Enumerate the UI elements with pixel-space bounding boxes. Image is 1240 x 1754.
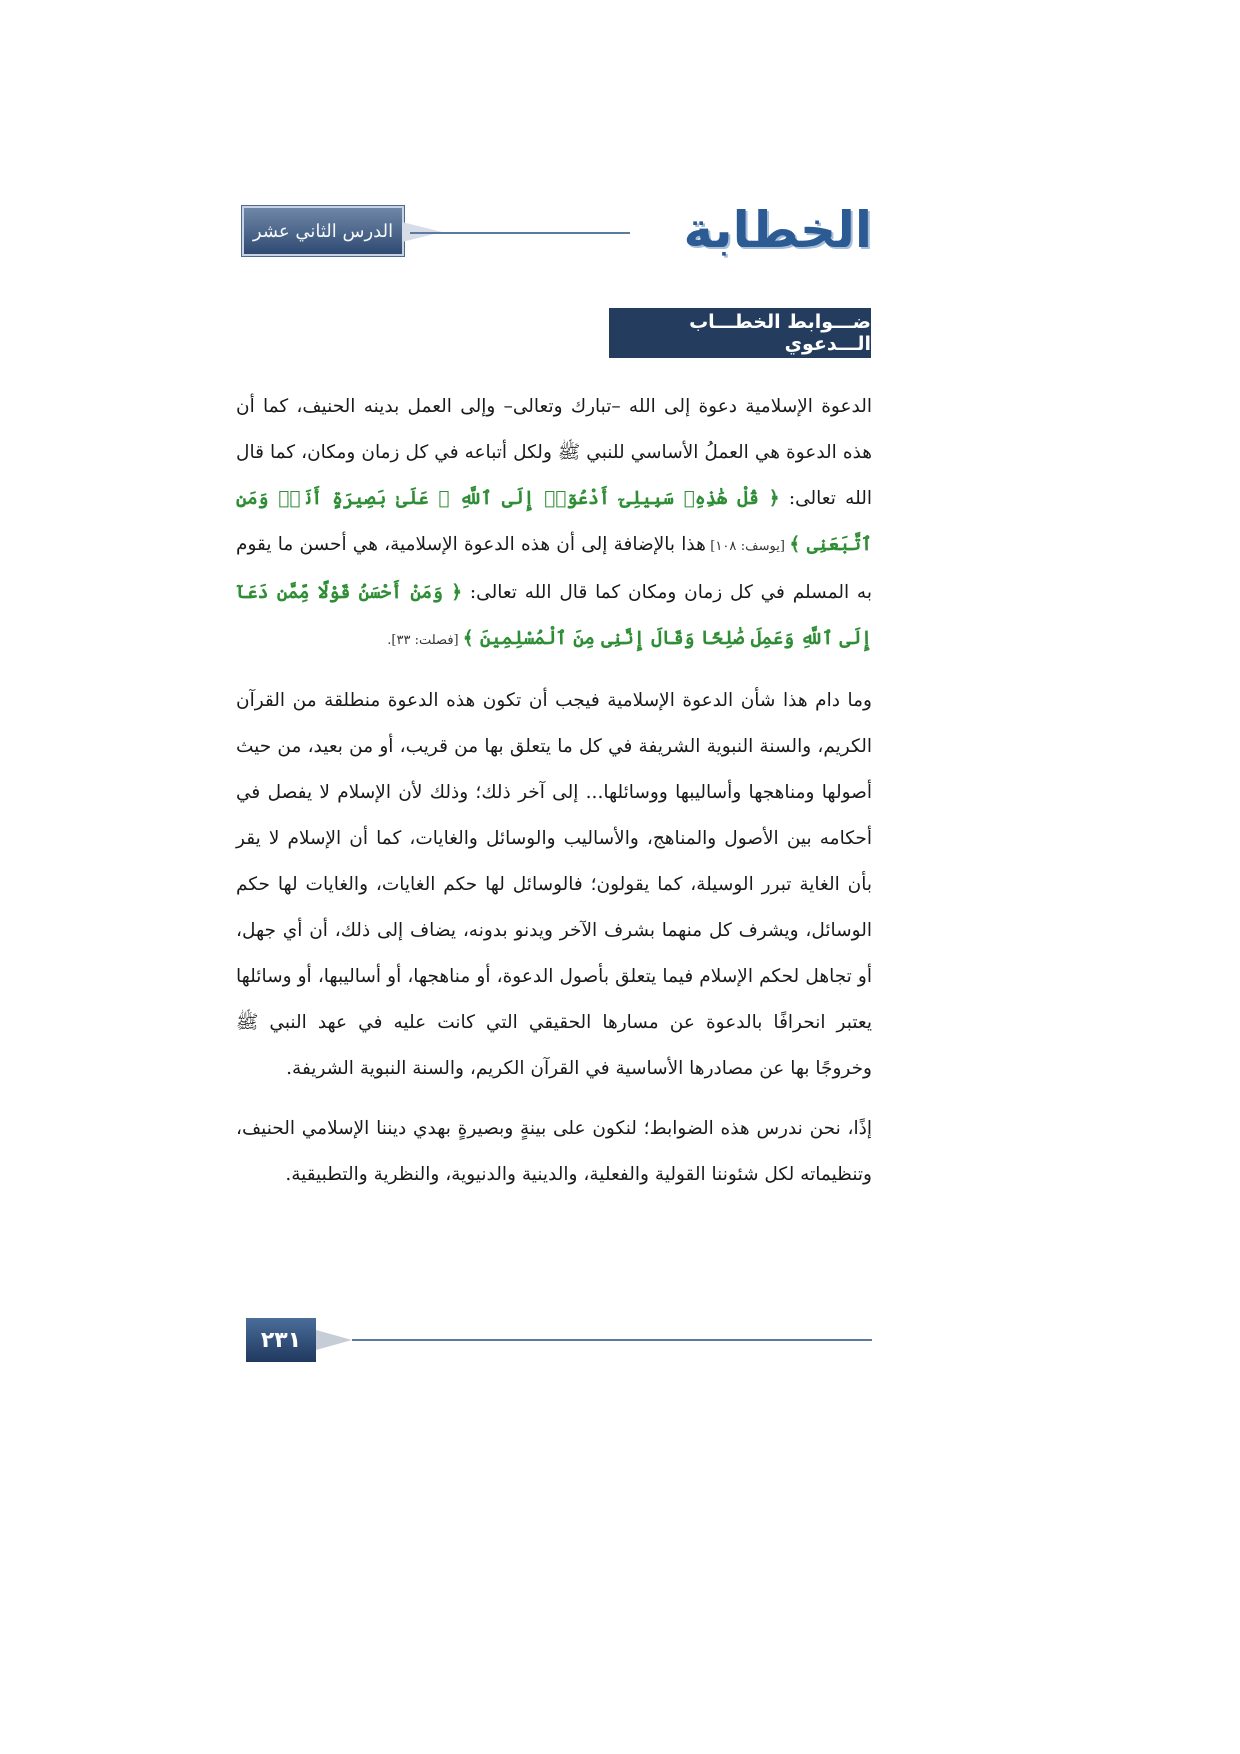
- verse-reference-fussilat: [فصلت: ٣٣].: [387, 633, 463, 648]
- footer-rule: [352, 1339, 872, 1341]
- paragraph-3: إذًا، نحن ندرس هذه الضوابط؛ لنكون على بينةٍ وبصيرةٍ بهدي ديننا الإسلامي الحنيف، وتنظيماته لكل شئوننا القولية والفعلية، والدينية والدنيوية، والنظرية والتطبيقية.: [236, 1118, 872, 1185]
- paragraph-1: [236, 384, 872, 664]
- quran-verse-yusuf: ﴿ قُلْ هَٰذِهِۦ سَبِيلِىٓ أَدْعُوٓا۟ إِلَى ٱللَّهِ ۚ عَلَىٰ بَصِيرَةٍ أَنَا۠ وَمَنِ ٱتَّبَعَنِى ﴾: [236, 488, 872, 555]
- verse-reference-yusuf: [يوسف: ١٠٨]: [705, 539, 790, 554]
- paragraph-2: وما دام هذا شأن الدعوة الإسلامية فيجب أن تكون هذه الدعوة منطلقة من القرآن الكريم، والسنة النبوية الشريفة في كل ما يتعلق بها من قريب، أو من بعيد، من حيث أصولها ومناهجها وأساليبها ووسائلها... إلى آخر ذلك؛ وذلك لأن الإسلام لا يفصل في أحكامه بين الأصول والمناهج، والأساليب والوسائل والغايات، كما أن الإسلام لا يقر بأن الغاية تبرر الوسيلة، كما يقولون؛ فالوسائل لها حكم الغايات، والغايات لها حكم الوسائل، ويشرف كل منهما بشرف الآخر ويدنو بدونه، يضاف إلى ذلك، أن أي جهل، أو تجاهل لحكم الإسلام فيما يتعلق بأصول الدعوة، أو مناهجها، أو أساليبها، أو وسائلها يعتبر انحرافًا بالدعوة عن مسارها الحقيقي التي كانت عليه في عهد النبي ﷺ وخروجًا بها عن مصادرها الأساسية في القرآن الكريم، والسنة النبوية الشريفة.: [236, 690, 872, 1079]
- page-number: ٢٣١: [246, 1318, 316, 1362]
- body-text: [236, 384, 872, 1212]
- header-rule: [410, 232, 630, 234]
- book-title: الخطابة: [683, 201, 872, 259]
- lesson-label: الدرس الثاني عشر: [242, 206, 404, 256]
- quran-verse-fussilat: ﴿ وَمَنْ أَحْسَنُ قَوْلًا مِّمَّن دَعَآ إِلَى ٱللَّهِ وَعَمِلَ صَٰلِحًا وَقَالَ إِنَّنِى مِنَ ٱلْمُسْلِمِينَ ﴾: [236, 582, 872, 649]
- section-heading: ضـــوابط الخطـــاب الـــدعوي: [609, 308, 871, 358]
- paragraph-1-text-b: هذا بالإضافة إلى أن هذه الدعوة الإسلامية، هي أحسن ما يقوم به المسلم في كل زمان ومكان كما قال الله تعالى:: [236, 534, 872, 603]
- page-footer: [246, 1318, 872, 1364]
- footer-wedge: [316, 1330, 352, 1350]
- paragraph-1-text-a: الدعوة الإسلامية دعوة إلى الله –تبارك وتعالى– وإلى العمل بدينه الحنيف، كما أن هذه الدعوة هي العملُ الأساسي للنبي ﷺ ولكل أتباعه في كل زمان ومكان، كما قال الله تعالى:: [236, 396, 872, 509]
- page-header: [240, 200, 872, 264]
